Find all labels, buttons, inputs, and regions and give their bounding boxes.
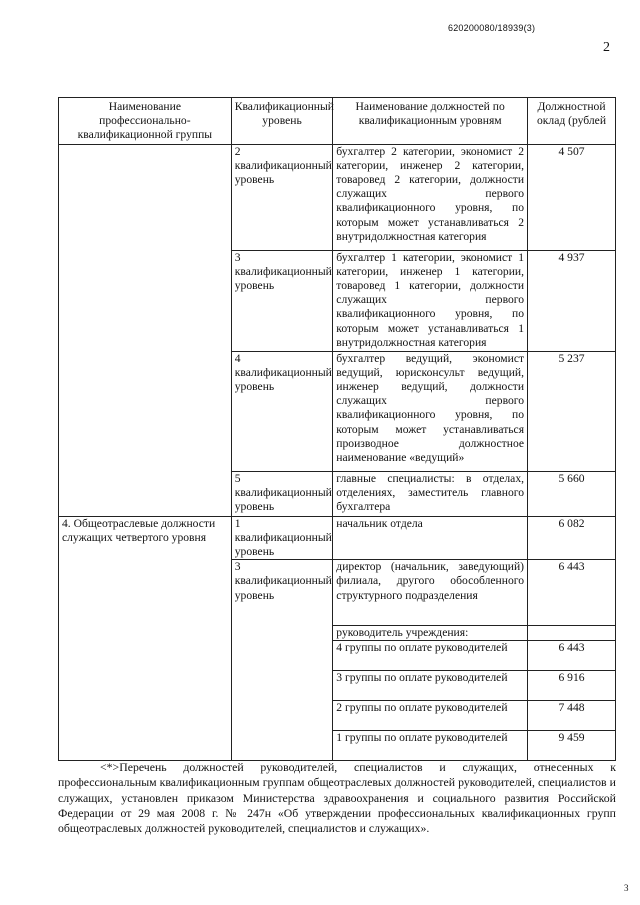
level-cell: 3 квалификационный уровень [231,250,333,351]
document-code: 620200080/18939(3) [448,23,536,33]
position-cell: 4 группы по оплате руководителей [333,641,528,671]
salary-cell: 6 082 [528,516,616,560]
position-cell: начальник отдела [333,516,528,560]
salary-cell [528,626,616,641]
footnote: <*>Перечень должностей руководителей, специалистов и служащих, отнесенных к профессиональным квалификационным группам общеотраслевых должностей руководителей, специалистов и служащих, установлен приказом Министерства здравоохранения и социального развития Российской Федерации от 29 мая 2008 г. № 247н «Об утверждении профессиональных квалификационных групп общеотраслевых должностей руководителей, специалистов и служащих». [58,759,616,836]
table-row [59,144,616,250]
position-cell: бухгалтер 2 категории, экономист 2 категории, инженер 2 категории, товаровед 2 категории, должности служащих первого квалификационного уровня, по которым может устанавливаться 2 внутридолжностная категория [333,144,528,250]
position-cell: 1 группы по оплате руководителей [333,731,528,761]
header-level: Квалификационный уровень [231,98,333,145]
salary-table [58,97,616,761]
salary-cell: 6 443 [528,641,616,671]
position-cell: 2 группы по оплате руководителей [333,701,528,731]
salary-cell: 4 507 [528,144,616,250]
level-cell: 1 квалификационный уровень [231,516,333,560]
position-cell: бухгалтер ведущий, экономист ведущий, юрисконсульт ведущий, инженер ведущий, должности служащих первого квалификационного уровня, по которым может устанавливаться производное должностное наименование «ведущий» [333,351,528,471]
level-cell: 3 квалификационный уровень [231,560,333,761]
level-cell: 2 квалификационный уровень [231,144,333,250]
table-header-row [59,98,616,145]
position-cell: 3 группы по оплате руководителей [333,671,528,701]
position-cell: бухгалтер 1 категории, экономист 1 категории, инженер 1 категории, товаровед 1 категории, должности служащих первого квалификационного уровня, по которым может устанавливаться 1 внутридолжностная категория [333,250,528,351]
header-positions: Наименование должностей по квалификационным уровням [333,98,528,145]
position-cell: руководитель учреждения: [333,626,528,641]
header-group: Наименование профессионально-квалификационной группы [59,98,232,145]
salary-cell: 7 448 [528,701,616,731]
level-cell: 5 квалификационный уровень [231,471,333,516]
salary-cell: 4 937 [528,250,616,351]
level-cell: 4 квалификационный уровень [231,351,333,471]
corner-mark: 3 [624,883,629,893]
group-cell [59,144,232,516]
salary-cell: 6 443 [528,560,616,626]
table-row [59,516,616,560]
position-cell: главные специалисты: в отделах, отделениях, заместитель главного бухгалтера [333,471,528,516]
header-salary: Должностной оклад (рублей [528,98,616,145]
salary-cell: 5 237 [528,351,616,471]
position-cell: директор (начальник, заведующий) филиала, другого обособленного структурного подразделения [333,560,528,626]
salary-cell: 5 660 [528,471,616,516]
salary-cell: 9 459 [528,731,616,761]
salary-cell: 6 916 [528,671,616,701]
group-cell: 4. Общеотраслевые должности служащих четвертого уровня [59,516,232,761]
page-number: 2 [603,40,610,55]
